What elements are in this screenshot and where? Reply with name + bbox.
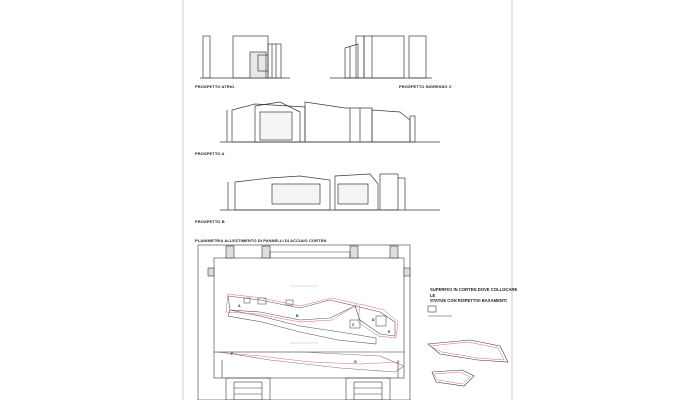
floor-plan bbox=[198, 245, 410, 400]
label-prospetto-b: PROSPETTO B bbox=[195, 219, 225, 224]
plan-tag-f: F bbox=[231, 352, 234, 356]
note-line-2: STATUE CON RISPETTIVI BASAMENTI bbox=[430, 298, 507, 303]
elevation-ingresso-c bbox=[330, 36, 432, 78]
elevation-atrio bbox=[200, 36, 290, 78]
elevation-a bbox=[220, 102, 440, 142]
plan-tag-g: G bbox=[354, 360, 357, 364]
note-line-1: SUPERFICI IN CORTEN DOVE COLLOCARE LE bbox=[430, 287, 518, 298]
label-prospetto-ingresso-c: PROSPETTO INGRESSO C bbox=[399, 84, 452, 89]
plan-tag-a: A bbox=[238, 304, 241, 308]
elevation-b bbox=[220, 174, 440, 210]
plan-tag-e: E bbox=[388, 330, 391, 334]
label-prospetto-a: PROSPETTO A bbox=[195, 151, 225, 156]
plan-tag-d: D bbox=[372, 318, 375, 322]
corten-surfaces-note bbox=[430, 287, 520, 304]
label-prospetto-atrio: PROSPETTO ATRIO bbox=[195, 84, 235, 89]
plan-tag-b: B bbox=[296, 314, 299, 318]
plan-tag-c: C bbox=[352, 323, 355, 327]
corten-detail-views bbox=[428, 306, 508, 386]
label-planimetria: PLANIMETRIA ALLESTIMENTO DI PANNELLI DI ACCIAIO CORTEN bbox=[195, 238, 327, 243]
